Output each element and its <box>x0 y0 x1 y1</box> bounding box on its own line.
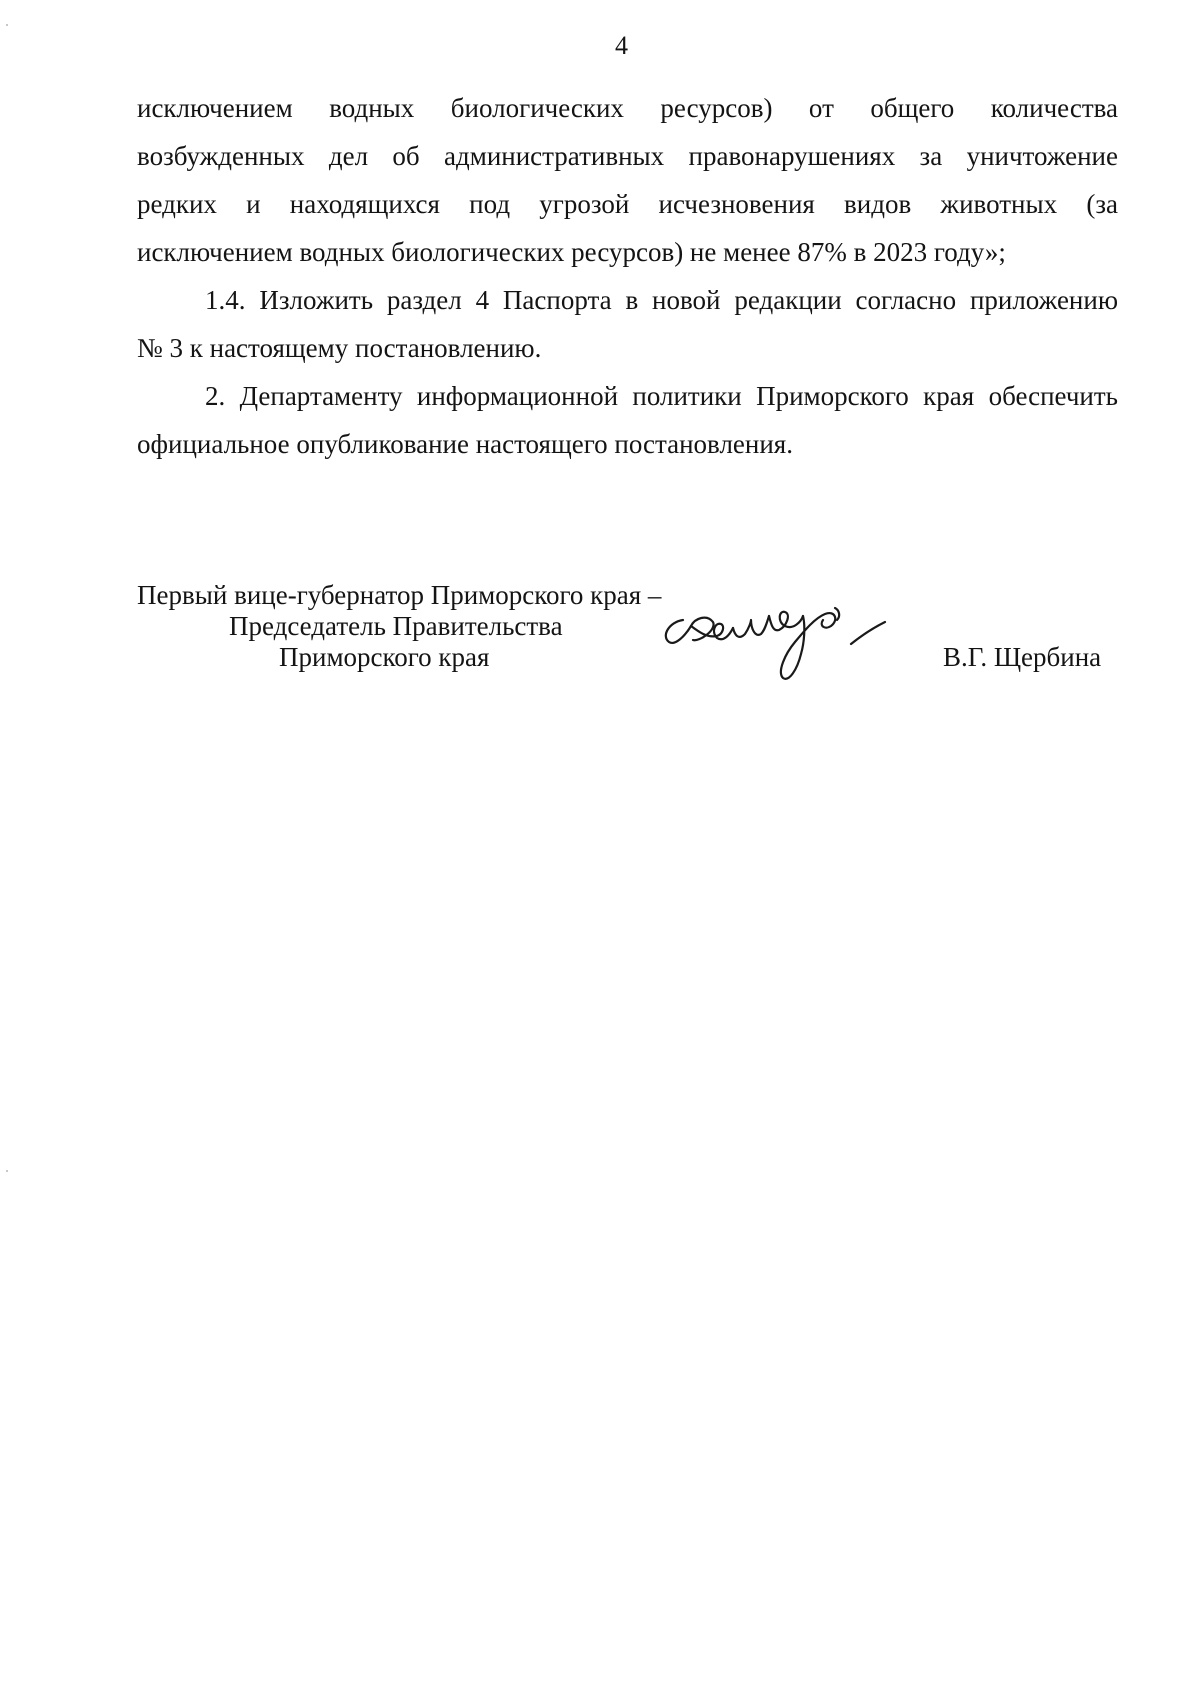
signatory-position-line: Первый вице-губернатор Приморского края – <box>137 580 662 610</box>
scan-artifact <box>6 1170 8 1172</box>
signatory-position-line: Приморского края <box>279 642 490 672</box>
signatory-position-line: Председатель Правительства <box>229 611 563 641</box>
text-line: 1.4. Изложить раздел 4 Паспорта в новой редакции согласно приложению <box>205 285 1118 315</box>
text-line: № 3 к настоящему постановлению. <box>137 333 542 363</box>
text-line: редких и находящихся под угрозой исчезновения видов животных (за <box>137 189 1118 219</box>
text-line: официальное опубликование настоящего постановления. <box>137 429 793 459</box>
handwritten-signature <box>655 592 945 692</box>
text-line: 2. Департаменту информационной политики Приморского края обеспечить <box>205 381 1118 411</box>
page-number: 4 <box>615 31 628 60</box>
text-line: исключением водных биологических ресурсов) не менее 87% в 2023 году»; <box>137 237 1006 267</box>
scan-artifact <box>6 24 8 26</box>
text-line: исключением водных биологических ресурсов) от общего количества <box>137 93 1118 123</box>
signatory-name: В.Г. Щербина <box>943 642 1102 672</box>
text-line: возбужденных дел об административных правонарушениях за уничтожение <box>137 141 1118 171</box>
signature-block <box>0 0 1200 700</box>
